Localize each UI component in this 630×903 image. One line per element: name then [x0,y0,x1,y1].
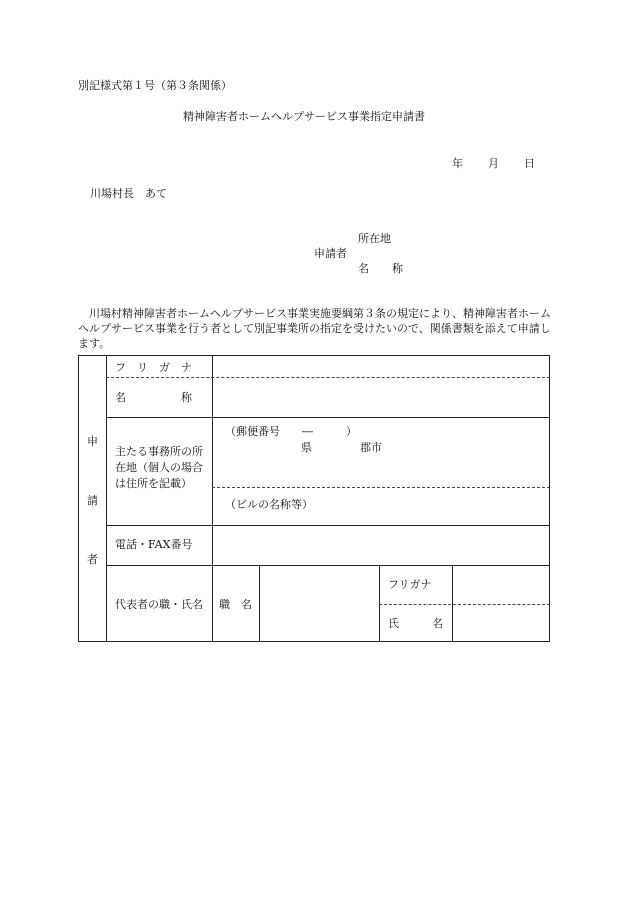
applicant-label: 申請者 [314,247,347,260]
county-city-label: 郡市 [360,441,382,454]
applicant-name-label: 名 称 [358,262,409,275]
name-field[interactable] [213,378,550,417]
document-title: 精神障害者ホームヘルプサービス事業指定申請書 [183,110,425,123]
phone-fax-label: 電話・FAX番号 [115,538,193,551]
position-value-divider [379,565,380,641]
building-name-field[interactable] [213,488,550,525]
building-name-label: （ビルの名称等） [225,498,313,511]
furigana-label: フ リ ガ ナ [115,361,192,374]
addressee: 川場村長 あて [90,187,167,200]
date-year-label: 年 [452,157,463,170]
prefecture-label: 県 [301,441,312,454]
form-reference: 別記様式第１号（第３条関係） [78,79,232,92]
side-column-divider [106,356,107,641]
position-field[interactable] [260,566,379,641]
side-label-2: 請 [87,494,98,507]
rep-furigana-field[interactable] [453,566,550,604]
date-day-label: 日 [524,157,535,170]
rep-furigana-label: フリガナ [388,578,432,591]
furigana-field[interactable] [213,356,550,377]
postal-code-label[interactable]: （郵便番号 ― ） [225,425,357,438]
body-paragraph: 川場村精神障害者ホームヘルプサービス事業実施要綱第３条の規定により、精神障害者ホームヘルプサービス事業を行う者として別記事業所の指定を受けたいので、関係書類を添えて申請します。 [78,307,551,350]
phone-fax-field[interactable] [213,526,550,565]
rep-name-field[interactable] [453,605,550,641]
name-label: 名 称 [115,391,192,404]
side-label-3: 者 [87,553,98,566]
position-label: 職 名 [219,598,252,611]
application-table [78,355,550,642]
applicant-address-label: 所在地 [358,232,391,245]
rep-name-label: 氏 名 [388,617,443,630]
representative-label: 代表者の職・氏名 [115,598,203,611]
office-address-field[interactable] [213,418,550,487]
office-address-label: 主たる事務所の所在地（個人の場合は住所を記載） [115,445,203,490]
side-label-1: 申 [87,435,98,448]
date-month-label: 月 [488,157,499,170]
